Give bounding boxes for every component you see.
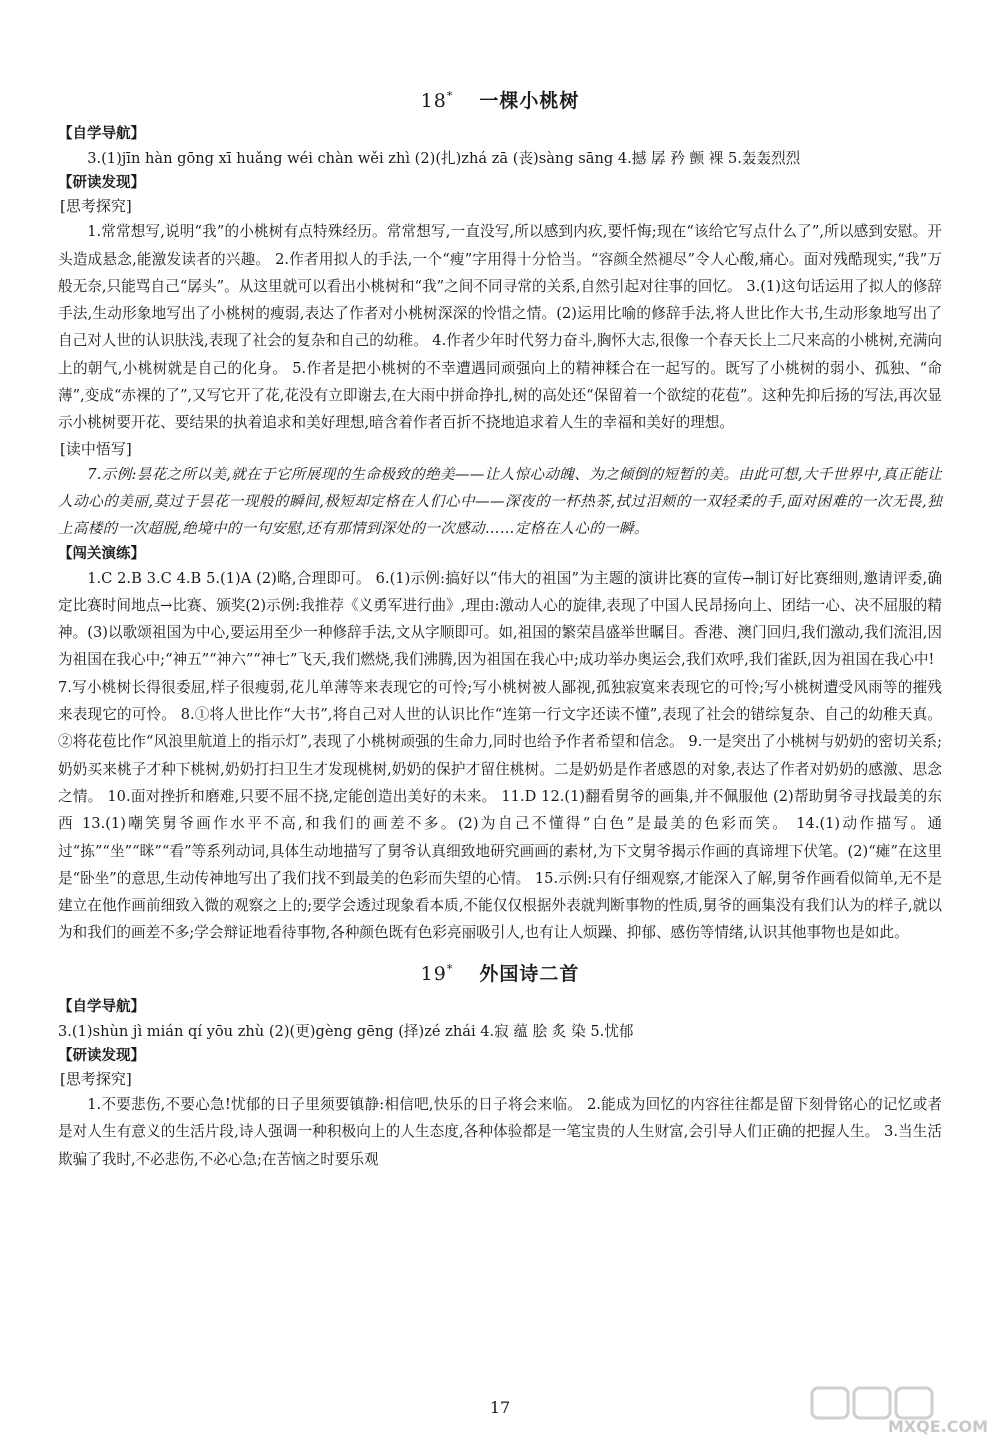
lesson-18-title: [58, 86, 942, 113]
section-zixue-18: 【自学导航】: [58, 126, 145, 142]
chuangguan-18-answers-2: 7.写小桃树长得很委屈,样子很瘦弱,花儿单薄等来表现它的可怜;写小桃树被人鄙视,孤独寂寞来表现它的可怜;写小桃树遭受风雨等的摧残来表现它的可怜。 8.①将人世比作“大书”,将自己对人世的认识比作“连第一行文字还读不懂”,表现了社会的错综复杂、自己的幼稚天真。②将花苞比作“风浪里航道上的指示灯”,表现了小桃树顽强的生命力,同时也给予作者希望和信念。 9.一是突出了小桃树与奶奶的密切关系;奶奶买来桃子才种下桃树,奶奶打扫卫生才发现桃树,奶奶的保护才留住桃树。二是奶奶是作者感恩的对象,表达了作者对奶奶的感激、思念之情。 10.面对挫折和磨难,只要不屈不挠,定能创造出美好的未来。 11.D 12.(1)翻看舅爷的画集,并不佩服他 (2)帮助舅爷寻找最美的东西 13.(1)嘲笑舅爷画作水平不高,和我们的画差不多。(2)为自己不懂得“白色”是最美的色彩而笑。 14.(1)动作描写。通过“拣”“坐”“眯”“看”等系列动词,具体生动地描写了舅爷认真细致地研究画画的素材,为下文舅爷揭示作画的真谛埋下伏笔。(2)“瘫”在这里是“卧坐”的意思,生动传神地写出了我们找不到最美的色彩而失望的心情。 15.示例:只有仔细观察,才能深入了解,舅爷作画看似简单,无不是建立在他作画前细致入微的观察之上的;要学会透过现象看本质,不能仅仅根据外表就判断事物的性质,舅爷的画集没有我们认为的样子,就以为和我们的画差不多;学会辩证地看待事物,各种颜色既有色彩亮丽吸引人,也有让人烦躁、抑郁、感伤等情绪,认识其他事物也是如此。: [58, 678, 942, 942]
zixue-19-answers: 3.(1)shùn jì mián qí yōu zhù (2)(更)gèng gēng (择)zé zhái 4.寂 蕴 脍 炙 染 5.忧郁: [58, 1022, 634, 1040]
watermark-logo: [810, 1386, 988, 1436]
lesson-18-title-text: 一棵小桃树: [479, 90, 580, 112]
watermark-text: MXQE.COM: [887, 1417, 988, 1436]
section-zixue-19: 【自学导航】: [58, 998, 145, 1015]
lesson-18-number: 18*: [420, 89, 454, 112]
duzhong-18-answer: 7.示例:昙花之所以美,就在于它所展现的生命极致的绝美——让人惊心动魄、为之倾倒的短暂的美。由此可想,大千世界中,真正能让人动心的美丽,莫过于昙花一现般的瞬间,极短却定格在人们心中——深夜的一杯热茶,拭过泪颊的一双轻柔的手,面对困难的一次无畏,独上高楼的一次超脱,绝境中的一句安慰,还有那情到深处的一次感动……定格在人心的一瞬。: [58, 465, 942, 538]
section-yandu-18: 【研读发现】: [58, 175, 145, 192]
section-chuangguan-18: 【闯关演练】: [58, 545, 145, 562]
lesson-19-title: [58, 959, 942, 986]
page-content: [58, 86, 942, 1173]
zixue-18-answers: 3.(1)jīn hàn gōng xī huǎng wéi chàn wěi zhì (2)(扎)zhá zā (丧)sàng sāng 4.撼 孱 矜 颤 裸 5.轰轰烈烈: [87, 150, 801, 167]
sub-sikao-19: [思考探究]: [60, 1070, 132, 1089]
page-number: 17: [489, 1398, 511, 1417]
chuangguan-18-answers-1: 1.C 2.B 3.C 4.B 5.(1)A (2)略,合理即可。 6.(1)示例:搞好以“伟大的祖国”为主题的演讲比赛的宣传→制订好比赛细则,邀请评委,确定比赛时间地点→比赛、颁奖(2)示例:我推荐《义勇军进行曲》,理由:激动人心的旋律,表现了中国人民昂扬向上、团结一心、决不屈服的精神。(3)以歌颂祖国为中心,要运用至少一种修辞手法,文从字顺即可。如,祖国的繁荣昌盛举世瞩目。香港、澳门回归,我们激动,我们流泪,因为祖国在我心中;“神五”“神六”“神七”飞天,我们燃烧,我们沸腾,因为祖国在我心中;成功举办奥运会,我们欢呼,我们雀跃,因为祖国在我心中!: [58, 569, 942, 669]
sikao-19-answers: 1.不要悲伤,不要心急!忧郁的日子里须要镇静:相信吧,快乐的日子将会来临。 2.能成为回忆的内容往往都是留下刻骨铭心的记忆或者是对人生有意义的生活片段,诗人强调一种积极向上的人生态度,各种体验都是一笔宝贵的人生财富,会引导人们正确的把握人生。 3.当生活欺骗了我时,不必悲伤,不必心急;在苦恼之时要乐观: [58, 1096, 942, 1168]
lesson-19-title-text: 外国诗二首: [479, 962, 580, 985]
section-yandu-19: 【研读发现】: [58, 1048, 145, 1065]
sub-duzhong-18: [读中悟写]: [60, 439, 132, 458]
lesson-19-number: 19*: [420, 962, 454, 985]
sikao-18-answers: 1.常常想写,说明“我”的小桃树有点特殊经历。常常想写,一直没写,所以感到内疚,要忏悔;现在“该给它写点什么了”,所以感到安慰。开头造成悬念,能激发读者的兴趣。 2.作者用拟人的手法,一个“瘦”字用得十分恰当。“容颜全然褪尽”令人心酸,痛心。面对残酷现实,“我”万般无奈,只能骂自己“孱头”。从这里就可以看出小桃树和“我”之间不同寻常的关系,自然引起对往事的回忆。 3.(1)这句话运用了拟人的修辞手法,生动形象地写出了小桃树的瘦弱,表达了作者对小桃树深深的怜惜之情。(2)运用比喻的修辞手法,将人世比作大书,生动形象地写出了自己对人世的认识肤浅,表现了社会的复杂和自己的幼稚。 4.作者少年时代努力奋斗,胸怀大志,很像一个春天长上二尺来高的小桃树,充满向上的朝气,小桃树就是自己的化身。 5.作者是把小桃树的不幸遭遇同顽强向上的精神糅合在一起写的。既写了小桃树的弱小、孤独、“命薄”,变成“赤裸的了”,又写它开了花,花没有立即谢去,在大雨中拼命挣扎,树的高处还“保留着一个欲绽的花苞”。这种先抑后扬的写法,再次显示小桃树要开花、要结果的执着追求和美好理想,暗含着作者百折不挠地追求着人生的幸福和美好的理想。: [58, 223, 942, 432]
sub-sikao-18: [思考探究]: [60, 197, 132, 216]
